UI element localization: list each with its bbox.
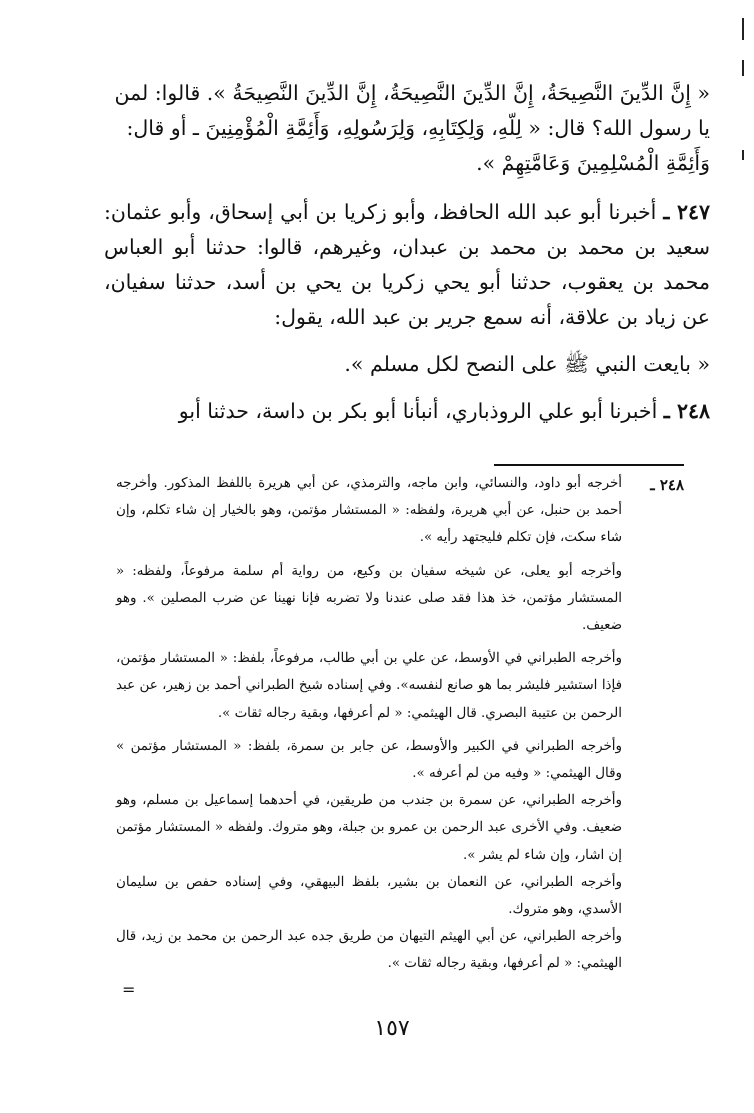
quote-line: وَأَئِمَّةِ الْمُسْلِمِينَ وَعَامَّتِهِمْ ». <box>476 151 710 175</box>
scan-edge-mark <box>742 60 744 76</box>
scan-edge-mark <box>742 18 744 40</box>
quote-line: « إِنَّ الدِّينَ النَّصِيحَةُ، إِنَّ الدِّينَ النَّصِيحَةُ، إِنَّ الدِّينَ النَّصِيحَةُ ». قالوا: لمن <box>114 81 710 105</box>
hadith-248 <box>104 394 710 429</box>
page-number: ١٥٧ <box>374 1016 410 1041</box>
main-text <box>104 76 710 429</box>
footnotes <box>116 470 622 978</box>
hadith-247 <box>104 195 710 335</box>
footnote-paragraph: وأخرجه الطبراني، عن أبي الهيثم التيهان من طريق جده عبد الرحمن بن محمد بن زيد، قال الهيثمي: « لم أعرفها، وبقية رجاله ثقات ». <box>116 929 622 972</box>
footnote-divider <box>494 464 684 466</box>
footnote-paragraph: وأخرجه أبو يعلى، عن شيخه سفيان بن وكيع، من رواية أم سلمة مرفوعاً، ولفظه: « المستشار مؤتمن، خذ هذا فقد صلى عندنا ولا تضربه فإنا نهينا عن ضرب المصلين ». وهو ضعيف. <box>116 563 622 634</box>
hadith-quote: « بايعت النبي ﷺ على النصح لكل مسلم ». <box>344 352 710 376</box>
footnote-paragraph: أخرجه أبو داود، والنسائي، وابن ماجه، والترمذي، عن أبي هريرة باللفظ المذكور. وأخرجه أحمد بن حنبل، عن أبي هريرة، ولفظه: « المستشار مؤتمن، وهو بالخيار إن شاء تكلم، وإن شاء سكت، فإن تكلم فليجتهد رأيه ». <box>116 476 622 546</box>
hadith-number: ٢٤٨ ـ <box>663 399 710 423</box>
footnote-paragraph: وأخرجه الطبراني في الأوسط، عن علي بن أبي طالب، مرفوعاً، بلفظ: « المستشار مؤتمن، فإذا استشير فليشر بما هو صانع لنفسه». وفي إسناده شيخ الطبراني أحمد بن زهير، عن عبد الرحمن بن عتيبة البصري. قال الهيثمي: « لم أعرفها، وبقية رجاله ثقات ». <box>116 651 622 721</box>
quote-line: يا رسول الله؟ قال: « لِلّهِ، وَلِكِتَابِهِ، وَلِرَسُولِهِ، وَأَئِمَّةِ الْمُؤْمِنِينَ ـ أو قال: <box>126 116 710 140</box>
scan-edge-mark <box>742 150 744 160</box>
hadith-text: أخبرنا أبو عبد الله الحافظ، وأبو زكريا بن أبي إسحاق، وأبو عثمان: سعيد بن محمد بن محمد بن عبدان، وغيرهم، قالوا: حدثنا أبو العباس محمد بن يعقوب، حدثنا أبو يحي زكريا بن يحي بن أسد، حدثنا سفيان، عن زياد بن علاقة، أنه سمع جرير بن عبد الله، يقول: <box>104 200 710 329</box>
footnote-paragraph: وأخرجه الطبراني في الكبير والأوسط، عن جابر بن سمرة، بلفظ: « المستشار مؤتمن » وقال الهيثمي: « وفيه من لم أعرفه ». <box>116 738 622 782</box>
footnote-paragraph: وأخرجه الطبراني، عن النعمان بن بشير، بلفظ البيهقي، وفي إسناده حفص بن سليمان الأسدي، وهو متروك. <box>116 874 622 918</box>
footnote-paragraph: وأخرجه الطبراني، عن سمرة بن جندب من طريقين، في أحدهما إسماعيل بن مسلم، وهو ضعيف. وفي الأخرى عبد الرحمن بن عمرو بن جبلة، وهو متروك. ولفظه « المستشار مؤتمن إن اشار، وإن شاء لم يشر ». <box>116 793 622 863</box>
continuation-mark: = <box>122 980 136 999</box>
footnote-number: ٢٤٨ ـ <box>650 476 684 494</box>
hadith-text: أخبرنا أبو علي الروذباري، أنبأنا أبو بكر بن داسة، حدثنا أبو <box>178 399 658 423</box>
hadith-number: ٢٤٧ ـ <box>663 200 710 224</box>
